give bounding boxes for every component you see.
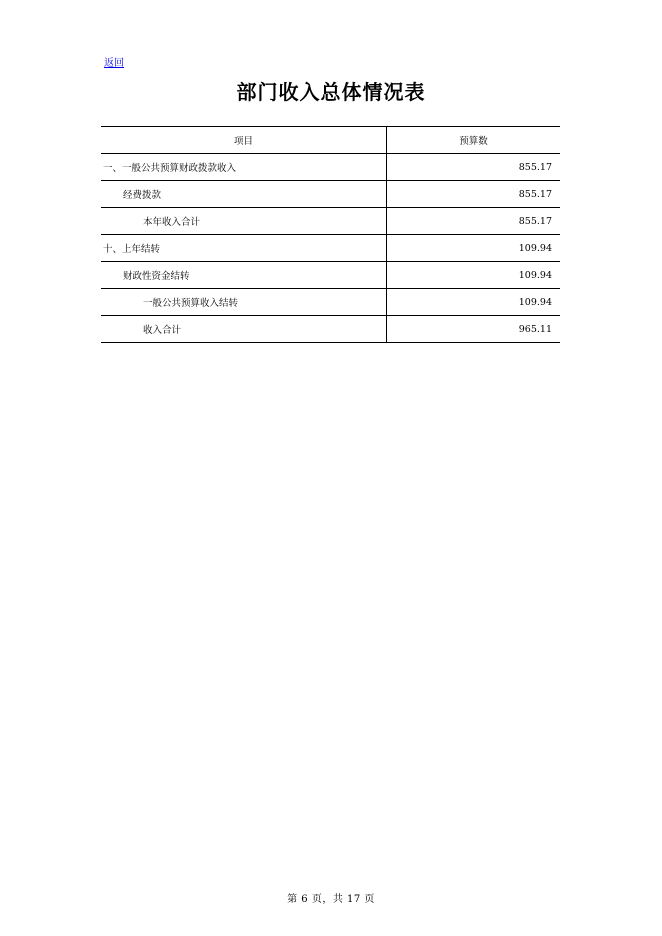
table-row	[101, 181, 560, 208]
row-amount: 855.17	[387, 154, 560, 181]
page-number-footer: 第 6 页，共 17 页	[287, 894, 375, 905]
table-row	[101, 289, 560, 316]
column-header-amount: 预算数	[387, 127, 560, 154]
row-item-label: 本年收入合计	[101, 208, 387, 235]
table-row	[101, 262, 560, 289]
column-header-item: 项目	[101, 127, 387, 154]
back-link[interactable]: 返回	[104, 58, 124, 69]
row-item-label: 经费拨款	[101, 181, 387, 208]
table-row	[101, 235, 560, 262]
row-item-label: 一般公共预算收入结转	[101, 289, 387, 316]
row-item-label: 收入合计	[101, 316, 387, 343]
row-amount: 855.17	[387, 208, 560, 235]
row-amount: 109.94	[387, 235, 560, 262]
row-item-label: 十、上年结转	[101, 235, 387, 262]
table-row	[101, 208, 560, 235]
table-row	[101, 154, 560, 181]
row-item-label: 一、一般公共预算财政拨款收入	[101, 154, 387, 181]
income-summary-table	[101, 126, 560, 343]
table-header-row	[101, 127, 560, 154]
page-title: 部门收入总体情况表	[236, 80, 426, 104]
table-row	[101, 316, 560, 343]
row-item-label: 财政性资金结转	[101, 262, 387, 289]
row-amount: 965.11	[387, 316, 560, 343]
row-amount: 109.94	[387, 262, 560, 289]
row-amount: 855.17	[387, 181, 560, 208]
row-amount: 109.94	[387, 289, 560, 316]
